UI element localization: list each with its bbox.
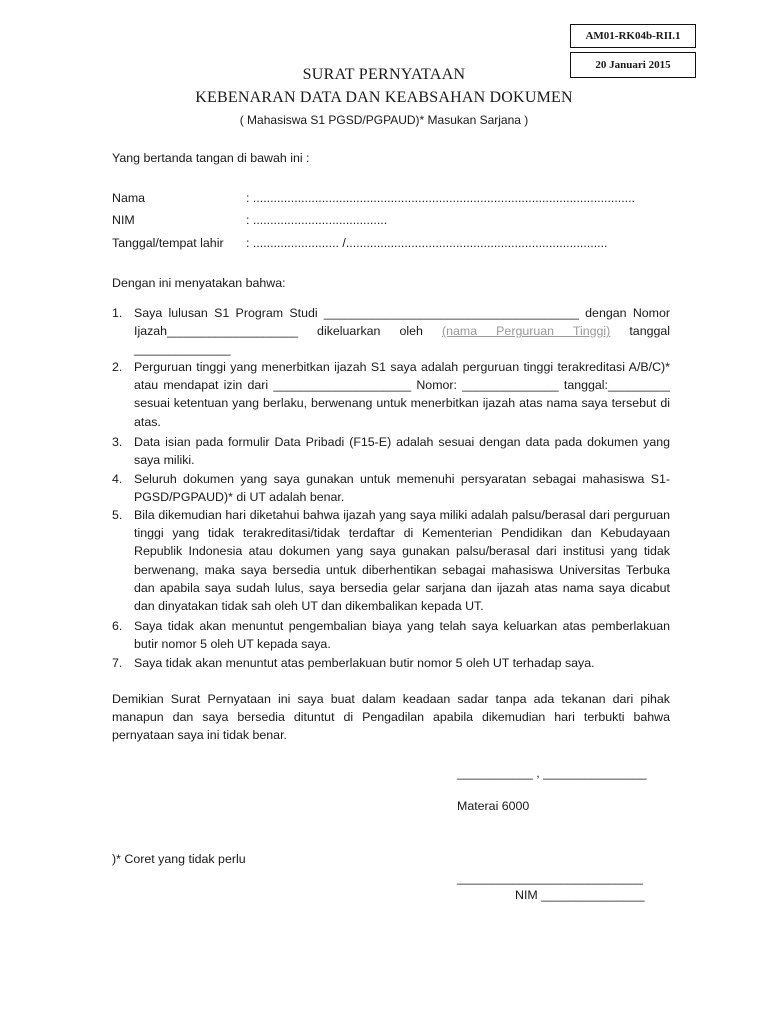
list-item-number: 7.: [112, 656, 123, 670]
subtitle: ( Mahasiswa S1 PGSD/PGPAUD)* Masukan Sarjana ): [239, 113, 529, 127]
document-code-box: AM01-RK04b-RII.1: [570, 24, 696, 48]
list-item-number: 2.: [112, 360, 123, 374]
title-line-2: KEBENARAN DATA DAN KEABSAHAN DOKUMEN: [195, 89, 573, 106]
closing-paragraph: Demikian Surat Pernyataan ini saya buat dalam keadaan sadar tanpa ada tekanan dari pihak manapun dan saya bersedia dituntut di Pengadilan apabila dikemudian hari terbukti bahwa pernyataan saya ini tidak benar.: [112, 692, 670, 743]
field-nama-value: : ...............................................................................................................: [246, 191, 636, 205]
list-item-text: Bila dikemudian hari diketahui bahwa ijazah yang saya miliki adalah palsu/berasal dari perguruan tinggi yang tidak terakreditasi/tidak terdaftar di Kementerian Pendidikan dan Kebudayaan Republik Indonesia atau dokumen yang saya gunakan palsu/berasal dari institusi yang tidak berwenang, maka saya bersedia untuk diberhentikan sebagai mahasiswa Universitas Terbuka dan apabila saya sudah lulus, saya bersedia gelar sarjana dan ijazah atas nama saya dicabut dan dinyatakan tidak sah oleh UT dan dikembalikan kepada UT.: [134, 508, 670, 614]
nim-signature-line: NIM _______________: [515, 888, 645, 902]
field-nim-label: NIM: [112, 213, 135, 227]
list-item: [112, 617, 670, 653]
list-item-text: Data isian pada formulir Data Pribadi (F15-E) adalah sesuai dengan data pada dokumen yang saya miliki.: [134, 435, 670, 468]
field-nim-value: : .......................................: [246, 213, 388, 227]
field-ttl-value: : ......................... /............................................................................: [246, 236, 608, 250]
list-item: [112, 433, 670, 469]
list-item-text: Saya tidak akan menuntut pengembalian biaya yang telah saya keluarkan atas pemberlakuan butir nomor 5 oleh UT kepada saya.: [134, 619, 670, 652]
list-item-number: 1.: [112, 306, 123, 320]
field-nama: [112, 189, 672, 207]
field-ttl: [112, 234, 672, 252]
document-date-box: 20 Januari 2015: [570, 52, 696, 78]
list-item: [112, 654, 670, 672]
place-date-line: ___________ , _______________: [457, 766, 647, 780]
list-item-text: Saya lulusan S1 Program Studi _____________________________________ dengan Nomor Ijazah___________________ dikeluarkan oleh (nama Perguruan Tinggi) tanggal ______________: [134, 306, 671, 357]
list-item-text: Seluruh dokumen yang saya gunakan untuk memenuhi persyaratan sebagai mahasiswa S1-PGSD/PGPAUD)* di UT adalah benar.: [134, 472, 670, 505]
list-item-number: 3.: [112, 435, 123, 449]
list-item-text: Saya tidak akan menuntut atas pemberlakuan butir nomor 5 oleh UT terhadap saya.: [134, 656, 595, 670]
perguruan-tinggi-hint: (nama Perguruan Tinggi): [441, 324, 611, 339]
footnote: )* Coret yang tidak perlu: [112, 852, 246, 866]
field-nama-label: Nama: [112, 191, 146, 205]
field-nim: [112, 211, 672, 229]
list-item: [112, 506, 670, 615]
list-item: [112, 304, 670, 359]
materai-label: Materai 6000: [457, 799, 530, 813]
list-item-number: 4.: [112, 472, 123, 486]
list-item: [112, 470, 670, 506]
title-line-1: SURAT PERNYATAAN: [302, 66, 466, 83]
statement-intro: Dengan ini menyatakan bahwa:: [112, 276, 286, 290]
list-item-text: Perguruan tinggi yang menerbitkan ijazah S1 saya adalah perguruan tinggi terakreditasi A/B/C)* atau mendapat izin dari ____________________ Nomor: ______________ tanggal:_________ sesuai ketentuan yang berlaku, berwenang untuk menerbitkan ijazah atas nama saya tersebut di atas.: [134, 360, 670, 429]
list-item: [112, 358, 670, 431]
intro-text: Yang bertanda tangan di bawah ini :: [112, 151, 310, 165]
field-ttl-label: Tanggal/tempat lahir: [112, 236, 224, 250]
list-item-number: 6.: [112, 619, 123, 633]
list-item-number: 5.: [112, 508, 123, 522]
signature-line: ___________________________: [457, 871, 644, 885]
